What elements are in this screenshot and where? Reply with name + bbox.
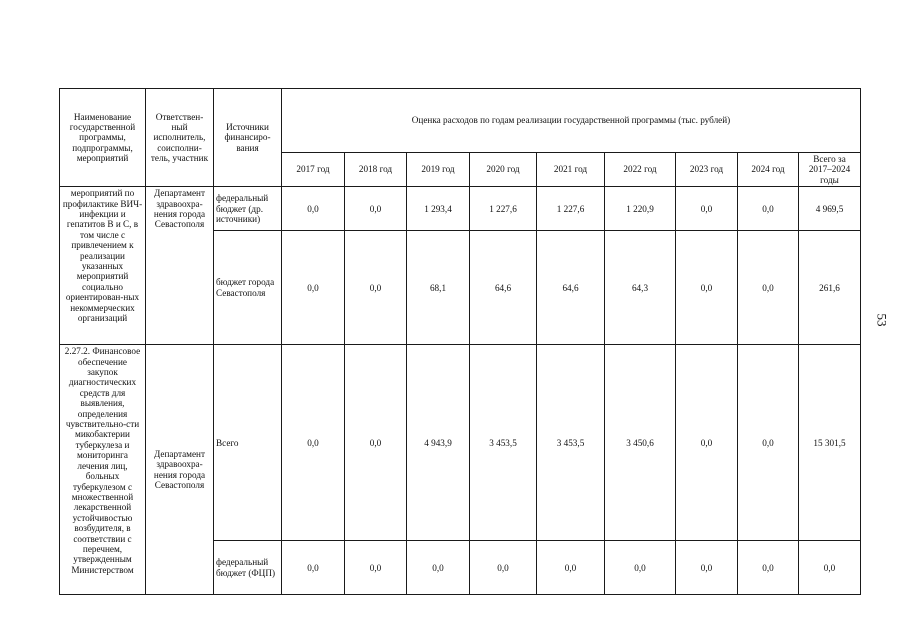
value-cell: 0,0 (738, 231, 799, 345)
value-cell: 0,0 (345, 541, 407, 595)
value-cell: 3 453,5 (470, 345, 537, 541)
value-cell: 0,0 (676, 231, 738, 345)
header-year: 2018 год (345, 153, 407, 187)
header-year: 2021 год (537, 153, 605, 187)
table-row (60, 345, 861, 541)
total-cell: 4 969,5 (799, 187, 861, 231)
program-name: 2.27.2. Финансовое обеспечение закупок диагностических средств для выявления, определения чувствительно-сти микобактерии туберкулеза и мониторинга лечения лиц, больных туберкулезом с множественной лекарственной устойчивостью возбудителя, в соответствии с перечнем, утвержденным Министерством (60, 345, 146, 595)
value-cell: 64,6 (537, 231, 605, 345)
total-cell: 0,0 (799, 541, 861, 595)
header-estimate: Оценка расходов по годам реализации государственной программы (тыс. рублей) (282, 89, 861, 153)
header-year: 2023 год (676, 153, 738, 187)
value-cell: 0,0 (676, 345, 738, 541)
executor: Департамент здравоохра-нения города Севастополя (146, 187, 214, 345)
header-name: Наименование государственной программы, подпрограммы, мероприятий (60, 89, 146, 187)
header-total: Всего за 2017–2024 годы (799, 153, 861, 187)
value-cell: 3 450,6 (605, 345, 676, 541)
value-cell: 4 943,9 (407, 345, 470, 541)
value-cell: 0,0 (676, 187, 738, 231)
value-cell: 0,0 (345, 345, 407, 541)
value-cell: 0,0 (407, 541, 470, 595)
value-cell: 0,0 (738, 187, 799, 231)
header-year: 2020 год (470, 153, 537, 187)
executor: Департамент здравоохра-нения города Севастополя (146, 345, 214, 595)
table-row (60, 187, 861, 231)
program-name: мероприятий по профилактике ВИЧ-инфекции и гепатитов В и С, в том числе с привлечением к реализации указанных мероприятий социально ориентирован-ных некоммерческих организаций (60, 187, 146, 345)
value-cell: 0,0 (738, 345, 799, 541)
header-executor: Ответствен-ный исполнитель, соисполни-тель, участник (146, 89, 214, 187)
header-source: Источники финансиро-вания (214, 89, 282, 187)
value-cell: 64,3 (605, 231, 676, 345)
funding-source: федеральный бюджет (ФЦП) (214, 541, 282, 595)
funding-source: федеральный бюджет (др. источники) (214, 187, 282, 231)
value-cell: 0,0 (345, 187, 407, 231)
header-year: 2017 год (282, 153, 345, 187)
total-cell: 261,6 (799, 231, 861, 345)
value-cell: 0,0 (537, 541, 605, 595)
budget-table (59, 88, 861, 595)
value-cell: 0,0 (738, 541, 799, 595)
value-cell: 0,0 (345, 231, 407, 345)
value-cell: 1 293,4 (407, 187, 470, 231)
header-year: 2019 год (407, 153, 470, 187)
header-year: 2022 год (605, 153, 676, 187)
value-cell: 1 227,6 (470, 187, 537, 231)
page-number: 53 (874, 313, 890, 327)
value-cell: 0,0 (470, 541, 537, 595)
value-cell: 0,0 (282, 541, 345, 595)
value-cell: 68,1 (407, 231, 470, 345)
value-cell: 0,0 (605, 541, 676, 595)
value-cell: 0,0 (282, 345, 345, 541)
total-cell: 15 301,5 (799, 345, 861, 541)
value-cell: 0,0 (282, 231, 345, 345)
value-cell: 0,0 (282, 187, 345, 231)
value-cell: 0,0 (676, 541, 738, 595)
value-cell: 1 220,9 (605, 187, 676, 231)
value-cell: 1 227,6 (537, 187, 605, 231)
header-year: 2024 год (738, 153, 799, 187)
value-cell: 3 453,5 (537, 345, 605, 541)
funding-source: бюджет города Севастополя (214, 231, 282, 345)
value-cell: 64,6 (470, 231, 537, 345)
funding-source: Всего (214, 345, 282, 541)
